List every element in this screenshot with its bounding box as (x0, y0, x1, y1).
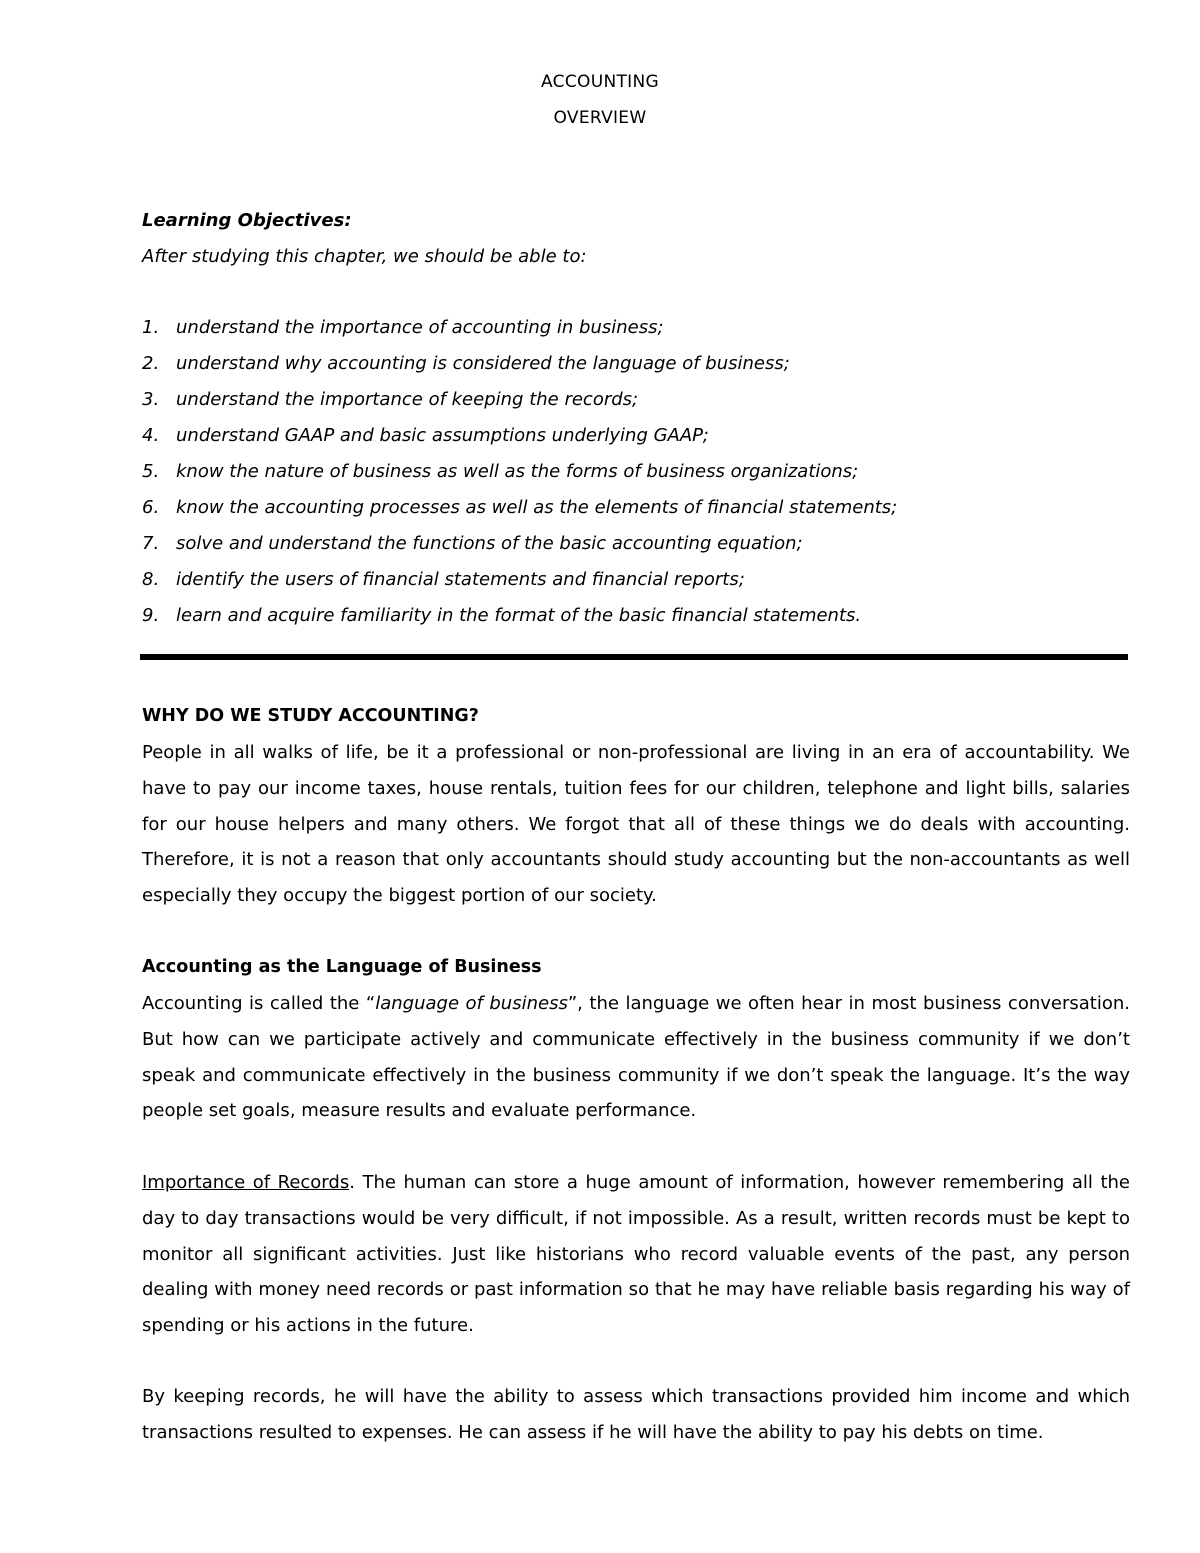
list-item-text: know the accounting processes as well as the elements of financial statements; (176, 497, 898, 518)
section-divider-accent (536, 654, 732, 658)
list-item-text: identify the users of financial statements and financial reports; (176, 569, 745, 590)
list-item (142, 422, 1130, 458)
language-text-start: Accounting is called the “ (142, 993, 376, 1014)
list-item-text: understand why accounting is considered the language of business; (176, 353, 790, 374)
list-item (142, 494, 1130, 530)
document-subtitle: OVERVIEW (553, 108, 647, 128)
list-item-number: 6. (142, 497, 160, 518)
list-item (142, 350, 1130, 386)
list-item-number: 1. (142, 317, 160, 338)
list-item (142, 386, 1130, 422)
list-item-number: 4. (142, 425, 160, 446)
learning-objectives-intro: After studying this chapter, we should be able to: (142, 246, 587, 267)
list-item-text: understand the importance of accounting in business; (176, 317, 664, 338)
list-item (142, 530, 1130, 566)
list-item (142, 602, 1130, 638)
list-item (142, 458, 1130, 494)
language-text-rest: ”, the language we often hear in most business conversation. But how can we participate actively and communicate effectively in the business community if we don’t speak and communicate effectively in the business community if we don’t speak the language. It’s the way people set goals, measure results and evaluate performance. (142, 993, 1130, 1122)
list-item-number: 7. (142, 533, 160, 554)
list-item (142, 566, 1130, 602)
list-item-text: understand the importance of keeping the records; (176, 389, 639, 410)
language-emphasis: language of business (375, 993, 568, 1014)
list-item-number: 3. (142, 389, 160, 410)
list-item-number: 9. (142, 605, 160, 626)
list-item-number: 2. (142, 353, 160, 374)
keeping-records-paragraph: By keeping records, he will have the ability to assess which transactions provided him income and which transactions resulted to expenses. He can assess if he will have the ability to pay his debts on time. (142, 1386, 1130, 1443)
records-text: . The human can store a huge amount of information, however remembering all the day to day transactions would be very difficult, if not impossible. As a result, written records must be kept to monitor all significant activities. Just like historians who record valuable events of the past, any person dealing with money need records or past information so that he may have reliable basis regarding his way of spending or his actions in the future. (142, 1172, 1130, 1337)
document-title: ACCOUNTING (541, 72, 659, 92)
records-paragraph (142, 1165, 1130, 1344)
records-label: Importance of Records (142, 1172, 350, 1193)
language-paragraph (142, 986, 1130, 1129)
language-heading: Accounting as the Language of Business (142, 957, 542, 977)
list-item-text: understand GAAP and basic assumptions underlying GAAP; (176, 425, 709, 446)
why-study-heading: WHY DO WE STUDY ACCOUNTING? (142, 706, 479, 726)
list-item-text: know the nature of business as well as the forms of business organizations; (176, 461, 859, 482)
list-item-text: learn and acquire familiarity in the format of the basic financial statements. (176, 605, 862, 626)
list-item-number: 5. (142, 461, 160, 482)
why-study-paragraph: People in all walks of life, be it a professional or non-professional are living in an era of accountability. We have to pay our income taxes, house rentals, tuition fees for our children, telephone and light bills, salaries for our house helpers and many others. We forgot that all of these things we do deals with accounting. Therefore, it is not a reason that only accountants should study accounting but the non-accountants as well especially they occupy the biggest portion of our society. (142, 742, 1130, 907)
list-item-text: solve and understand the functions of the basic accounting equation; (176, 533, 803, 554)
objectives-list (142, 314, 1130, 638)
list-item-number: 8. (142, 569, 160, 590)
learning-objectives-heading: Learning Objectives: (142, 210, 352, 231)
list-item (142, 314, 1130, 350)
